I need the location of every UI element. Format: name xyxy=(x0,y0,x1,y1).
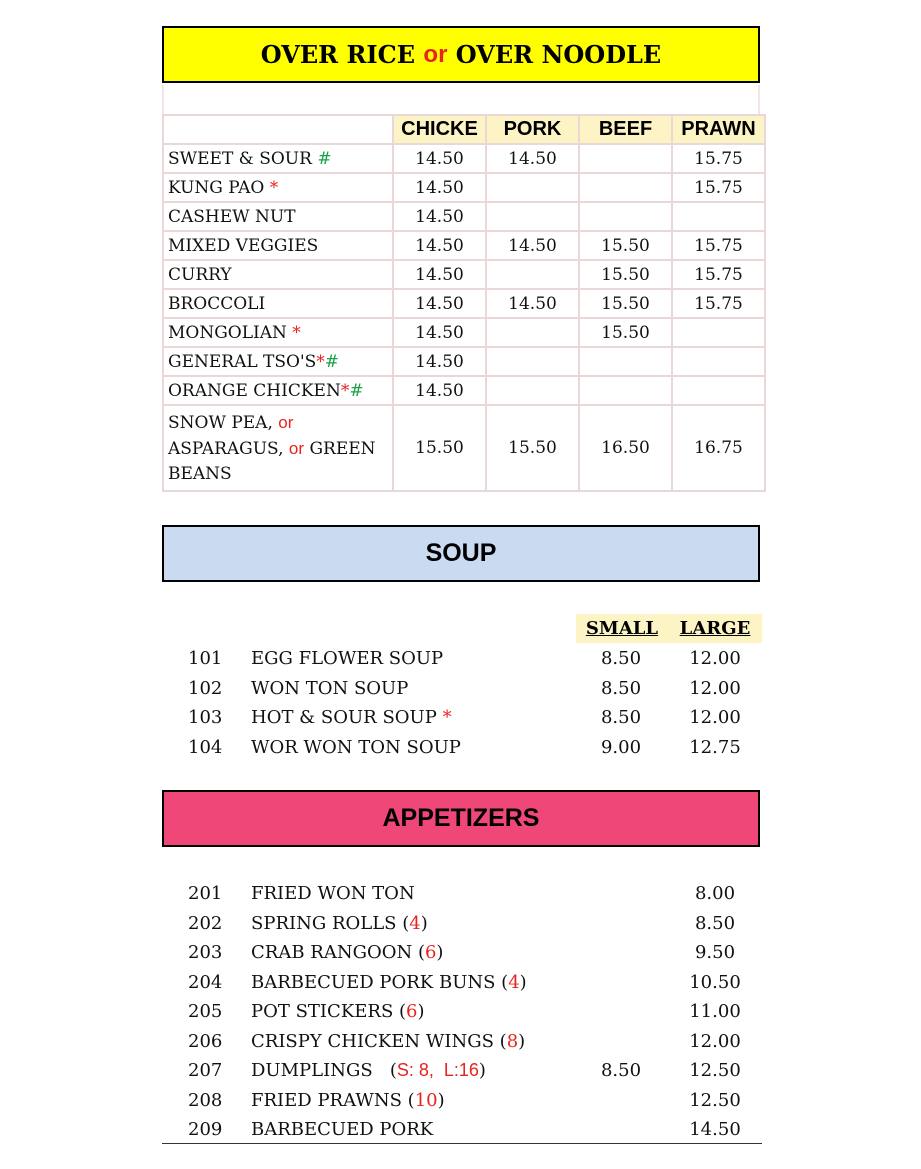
item-quantity: 6 xyxy=(424,942,437,963)
over-rice-price-table xyxy=(162,114,766,492)
price: 10.50 xyxy=(689,971,741,993)
price-chicken: 14.50 xyxy=(393,376,486,405)
price-chicken: 14.50 xyxy=(393,173,486,202)
dish-name: KUNG PAO xyxy=(168,177,270,198)
item-number: 203 xyxy=(188,942,223,963)
item-name xyxy=(251,644,443,674)
close-paren: ) xyxy=(478,1060,486,1081)
item-number: 208 xyxy=(188,1089,223,1111)
table-header-row xyxy=(163,115,765,144)
item-quantity: 8 xyxy=(506,1030,519,1052)
close-paren: ) xyxy=(420,912,428,934)
dish-name-cell xyxy=(163,347,393,376)
item-name-text: HOT & SOUR SOUP xyxy=(251,707,443,728)
list-item xyxy=(162,1086,762,1116)
price-small: 8.50 xyxy=(600,707,642,728)
price-pork xyxy=(486,173,579,202)
spicy-mark: * xyxy=(269,177,279,198)
dish-name-cell xyxy=(163,289,393,318)
item-number: 104 xyxy=(188,736,223,758)
item-name xyxy=(251,1086,445,1116)
table-row xyxy=(163,260,765,289)
over-rice-title-or: or xyxy=(423,40,448,68)
price: 12.50 xyxy=(689,1060,741,1081)
dish-name: BEANS xyxy=(168,463,232,484)
item-name-text: BARBECUED PORK xyxy=(251,1119,434,1140)
over-rice-banner xyxy=(162,26,760,83)
table-row xyxy=(163,173,765,202)
price: 8.00 xyxy=(694,883,736,904)
price: 14.50 xyxy=(689,1119,741,1140)
spicy-mark: * xyxy=(292,322,301,343)
item-quantity: 10 xyxy=(414,1089,438,1111)
price-beef xyxy=(579,376,672,405)
header-chicken: CHICKE xyxy=(393,115,486,144)
item-name-text: FRIED PRAWNS ( xyxy=(251,1089,415,1111)
item-name xyxy=(251,997,425,1027)
close-paren: ) xyxy=(518,1030,526,1052)
list-item xyxy=(162,968,762,998)
dish-name: SNOW PEA, xyxy=(168,412,279,433)
item-name xyxy=(251,938,443,968)
dish-name: GENERAL TSO'S xyxy=(168,351,317,372)
price-pork xyxy=(486,347,579,376)
item-name xyxy=(251,1056,486,1086)
appetizers-banner xyxy=(162,790,760,847)
price-small: 8.50 xyxy=(600,677,642,699)
list-item xyxy=(162,733,762,763)
dish-name: MIXED VEGGIES xyxy=(168,235,319,256)
price-small: 8.50 xyxy=(600,1060,642,1081)
item-name xyxy=(251,879,415,909)
dish-name-cell xyxy=(163,173,393,202)
close-paren: ) xyxy=(437,1089,445,1111)
dish-name: ORANGE CHICKEN xyxy=(168,380,341,401)
soup-large-header: LARGE xyxy=(668,614,762,643)
price-prawn xyxy=(672,318,765,347)
price-pork xyxy=(486,260,579,289)
price-beef: 15.50 xyxy=(579,231,672,260)
item-name-text: BARBECUED PORK BUNS ( xyxy=(251,971,509,993)
table-row xyxy=(163,376,765,405)
table-row xyxy=(163,202,765,231)
price-beef: 15.50 xyxy=(579,289,672,318)
header-prawn: PRAWN xyxy=(672,115,765,144)
item-number: 209 xyxy=(188,1119,223,1140)
table-row xyxy=(163,347,765,376)
item-number: 205 xyxy=(188,1001,223,1022)
list-item xyxy=(162,644,762,674)
spicy-mark: * xyxy=(340,380,350,401)
dish-name: MONGOLIAN xyxy=(168,322,293,343)
header-beef: BEEF xyxy=(579,115,672,144)
table-top-strip xyxy=(162,85,760,114)
table-row xyxy=(163,231,765,260)
price-pork: 14.50 xyxy=(486,289,579,318)
list-item xyxy=(162,1056,762,1086)
popular-mark: # xyxy=(317,148,332,169)
soup-small-header: SMALL xyxy=(576,614,668,643)
price: 11.00 xyxy=(689,1001,741,1022)
item-name xyxy=(251,733,461,763)
close-paren: ) xyxy=(436,942,444,963)
dish-name: CURRY xyxy=(168,264,232,285)
dish-name-cell xyxy=(163,318,393,347)
item-quantity: 4 xyxy=(409,912,421,934)
price-prawn xyxy=(672,376,765,405)
soup-banner xyxy=(162,525,760,582)
price-chicken: 14.50 xyxy=(393,144,486,173)
item-number: 201 xyxy=(188,883,223,904)
price-beef xyxy=(579,173,672,202)
dish-name-cell xyxy=(163,405,393,491)
price-pork: 14.50 xyxy=(486,231,579,260)
price-large: 12.00 xyxy=(689,677,741,699)
item-name xyxy=(251,1115,433,1145)
price-prawn: 15.75 xyxy=(672,231,765,260)
item-name xyxy=(251,1027,525,1057)
price-pork xyxy=(486,318,579,347)
price-large: 12.75 xyxy=(689,736,741,758)
price-pork xyxy=(486,376,579,405)
price-beef: 15.50 xyxy=(579,260,672,289)
price-pork xyxy=(486,202,579,231)
item-name-text: CRAB RANGOON ( xyxy=(251,942,425,963)
item-name xyxy=(251,909,428,939)
price-prawn: 15.75 xyxy=(672,289,765,318)
price-pork: 14.50 xyxy=(486,144,579,173)
or-text: or xyxy=(278,412,294,432)
table-header-blank xyxy=(163,115,393,144)
price-prawn: 15.75 xyxy=(672,260,765,289)
list-item xyxy=(162,909,762,939)
price-chicken: 14.50 xyxy=(393,260,486,289)
dish-name-cell xyxy=(163,231,393,260)
price: 12.00 xyxy=(689,1030,741,1052)
price-beef xyxy=(579,144,672,173)
dish-name: BROCCOLI xyxy=(168,293,266,314)
price-beef xyxy=(579,347,672,376)
item-name xyxy=(251,674,408,704)
spicy-mark: * xyxy=(442,707,452,728)
header-pork: PORK xyxy=(486,115,579,144)
item-name-text: WOR WON TON SOUP xyxy=(251,736,461,758)
price-prawn: 15.75 xyxy=(672,173,765,202)
price-chicken: 14.50 xyxy=(393,202,486,231)
price-prawn xyxy=(672,202,765,231)
price-prawn: 15.75 xyxy=(672,144,765,173)
price-beef xyxy=(579,202,672,231)
over-rice-title-suffix: OVER NOODLE xyxy=(447,40,662,69)
dish-name-cell xyxy=(163,202,393,231)
price-small: 8.50 xyxy=(600,648,642,669)
item-quantity: 4 xyxy=(508,971,520,993)
list-item xyxy=(162,997,762,1027)
table-row xyxy=(163,405,765,491)
over-rice-title-prefix: OVER RICE xyxy=(260,40,424,69)
item-name xyxy=(251,703,452,733)
item-number: 204 xyxy=(188,971,223,993)
price-pork: 15.50 xyxy=(486,405,579,491)
item-name-text: POT STICKERS ( xyxy=(251,1001,407,1022)
dish-name: GREEN xyxy=(304,438,376,459)
dish-name: CASHEW NUT xyxy=(168,206,296,227)
list-item xyxy=(162,703,762,733)
dish-name-cell xyxy=(163,376,393,405)
item-quantity: S: 8, L:16 xyxy=(396,1060,479,1080)
price-beef: 15.50 xyxy=(579,318,672,347)
price-chicken: 14.50 xyxy=(393,318,486,347)
bottom-rule xyxy=(162,1143,762,1144)
price-chicken: 15.50 xyxy=(393,405,486,491)
table-row xyxy=(163,318,765,347)
soup-list xyxy=(162,644,762,762)
appetizers-list xyxy=(162,879,762,1145)
list-item xyxy=(162,674,762,704)
soup-title: SOUP xyxy=(425,539,497,567)
item-name-text: EGG FLOWER SOUP xyxy=(251,648,444,669)
item-number: 206 xyxy=(188,1030,223,1052)
dish-name: ASPARAGUS, xyxy=(168,438,289,459)
item-number: 202 xyxy=(188,912,223,934)
dish-name-cell xyxy=(163,260,393,289)
list-item xyxy=(162,938,762,968)
price: 12.50 xyxy=(689,1089,741,1111)
list-item xyxy=(162,879,762,909)
list-item xyxy=(162,1115,762,1145)
item-name-text: FRIED WON TON xyxy=(251,883,415,904)
dish-name: SWEET & SOUR xyxy=(168,148,318,169)
close-paren: ) xyxy=(519,971,527,993)
popular-mark: # xyxy=(324,351,340,372)
list-item xyxy=(162,1027,762,1057)
price: 9.50 xyxy=(694,942,736,963)
table-row xyxy=(163,289,765,318)
appetizers-title: APPETIZERS xyxy=(382,804,540,832)
price-large: 12.00 xyxy=(689,648,741,669)
price-chicken: 14.50 xyxy=(393,289,486,318)
price-prawn: 16.75 xyxy=(672,405,765,491)
spicy-mark: * xyxy=(316,351,325,372)
popular-mark: # xyxy=(349,380,364,401)
item-number: 207 xyxy=(188,1060,223,1081)
table-row xyxy=(163,144,765,173)
table-body xyxy=(163,144,765,491)
item-name-text: WON TON SOUP xyxy=(251,677,409,699)
price-prawn xyxy=(672,347,765,376)
price-large: 12.00 xyxy=(689,707,741,728)
item-number: 102 xyxy=(188,677,223,699)
item-name-text: SPRING ROLLS ( xyxy=(251,912,410,934)
item-name xyxy=(251,968,527,998)
item-number: 101 xyxy=(188,648,223,669)
price-beef: 16.50 xyxy=(579,405,672,491)
price-chicken: 14.50 xyxy=(393,231,486,260)
or-text: or xyxy=(288,438,305,458)
price-chicken: 14.50 xyxy=(393,347,486,376)
item-quantity: 6 xyxy=(406,1001,418,1022)
item-name-text: CRISPY CHICKEN WINGS ( xyxy=(251,1030,507,1052)
price-small: 9.00 xyxy=(600,736,642,758)
item-name-text: DUMPLINGS ( xyxy=(251,1060,397,1081)
close-paren: ) xyxy=(417,1001,425,1022)
dish-name-cell xyxy=(163,144,393,173)
item-number: 103 xyxy=(188,707,223,728)
price: 8.50 xyxy=(694,912,736,934)
